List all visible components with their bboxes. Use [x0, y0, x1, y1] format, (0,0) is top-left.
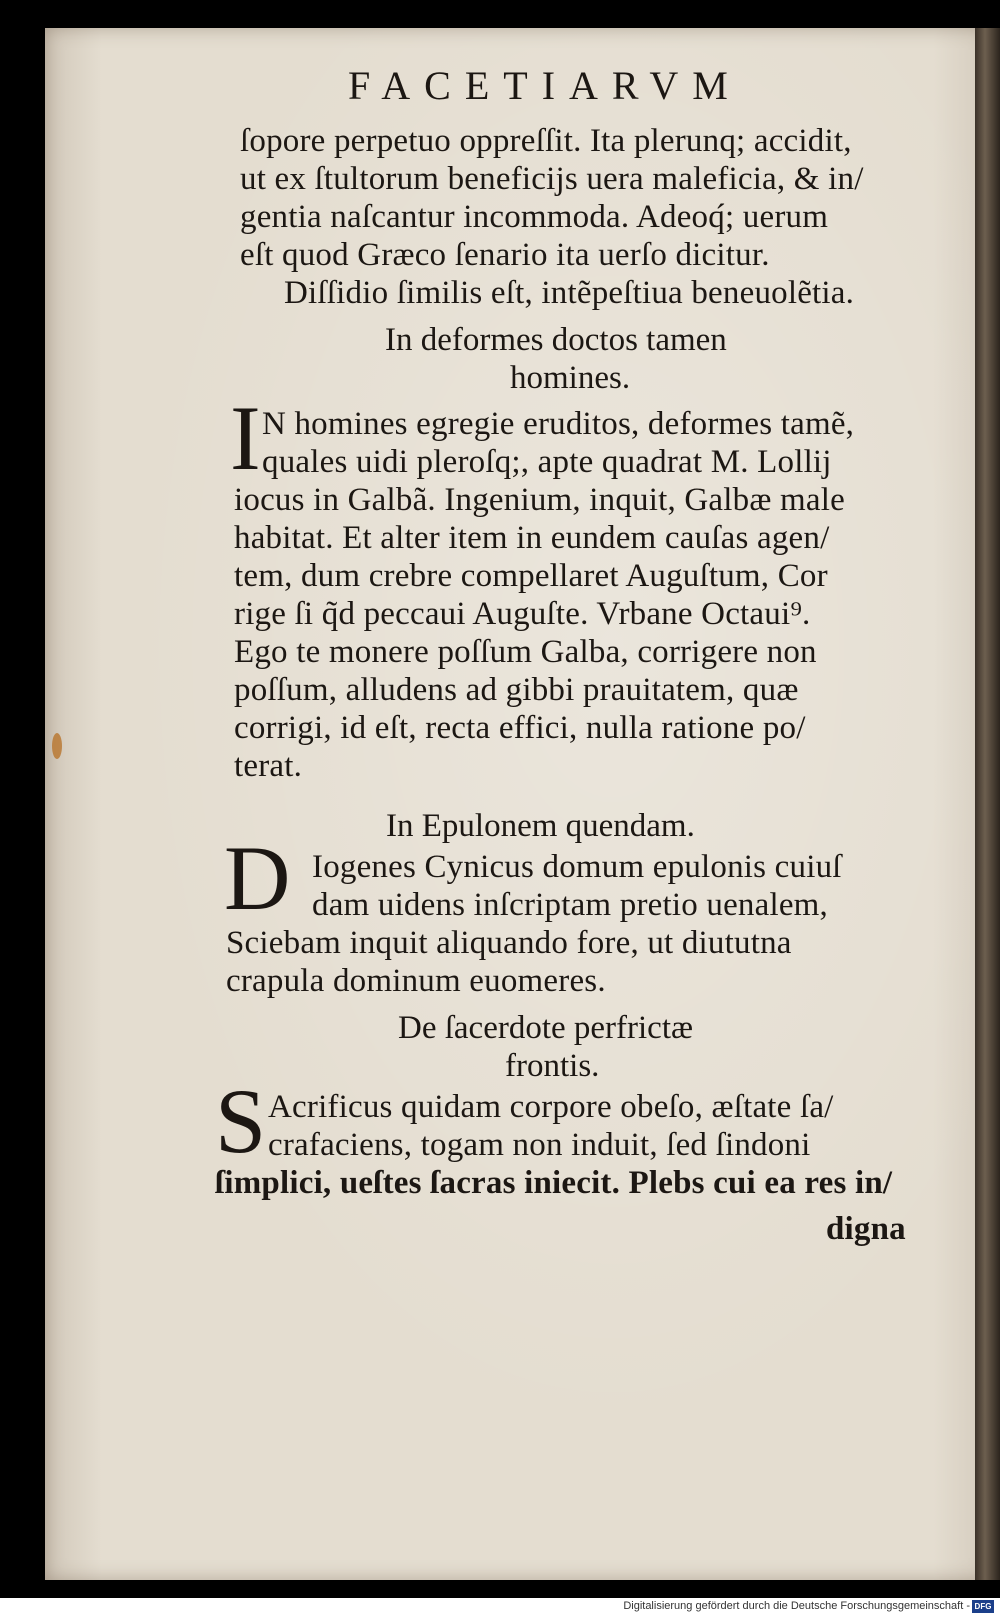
text-line: habitat. Et alter item in eundem cauſas agen/ [234, 520, 830, 556]
text-line: N homines egregie eruditos, deformes tamẽ, [262, 406, 855, 442]
catchword: digna [826, 1211, 906, 1247]
text-line: eſt quod Græco ſenario ita uerſo dicitur. [240, 237, 770, 273]
text-line: iocus in Galbã. Ingenium, inquit, Galbæ male [234, 482, 845, 518]
paper-stain [52, 733, 62, 759]
text-line: Ego te monere poſſum Galba, corrigere non [234, 634, 817, 670]
text-line: Diſſidio ſimilis eſt, intẽpeſtiua beneuolẽtia. [284, 275, 855, 311]
text-line: Iogenes Cynicus domum epulonis cuiuſ [312, 849, 842, 885]
text-line: rige ſi q̃d peccaui Auguſte. Vrbane Octaui⁹. [234, 596, 811, 632]
text-line: corrigi, id eſt, recta effici, nulla ratione po/ [234, 710, 806, 746]
text-line: quales uidi pleroſq;, apte quadrat M. Lollij [262, 444, 832, 480]
running-head: FACETIARVM [348, 63, 742, 108]
text-line: poſſum, alludens ad gibbi prauitatem, quæ [234, 672, 799, 708]
text-line: Acrificus quidam corpore obeſo, æſtate ſa/ [268, 1089, 834, 1125]
digitization-credit: Digitalisierung gefördert durch die Deutsche Forschungsgemeinschaft - [623, 1600, 970, 1612]
text-line: ſopore perpetuo oppreſſit. Ita plerunq; accidit, [240, 123, 852, 159]
text-line: tem, dum crebre compellaret Auguſtum, Cor [234, 558, 828, 594]
section-heading: De ſacerdote perfrictæ [398, 1010, 694, 1046]
dfg-logo: DFG [972, 1600, 994, 1613]
section-heading: frontis. [505, 1048, 600, 1084]
drop-cap: I [230, 387, 261, 489]
section-heading: In Epulonem quendam. [386, 808, 695, 844]
text-line: terat. [234, 748, 303, 784]
drop-cap: D [224, 827, 291, 929]
drop-cap: S [215, 1070, 267, 1172]
page-edge [975, 28, 1000, 1580]
section-heading: In deformes doctos tamen [385, 322, 727, 358]
text-line: ſimplici, ueſtes ſacras iniecit. Plebs cui ea res in/ [215, 1165, 893, 1201]
text-line: ut ex ſtultorum beneficijs uera maleficia, & in/ [240, 161, 864, 197]
text-line: dam uidens inſcriptam pretio uenalem, [312, 887, 828, 923]
section-heading: homines. [510, 360, 631, 396]
text-line: crapula dominum euomeres. [226, 963, 606, 999]
text-line: gentia naſcantur incommoda. Adeoq́; uerum [240, 199, 829, 235]
text-line: crafaciens, togam non induit, ſed ſindoni [268, 1127, 811, 1163]
text-line: Sciebam inquit aliquando fore, ut diututna [226, 925, 792, 961]
